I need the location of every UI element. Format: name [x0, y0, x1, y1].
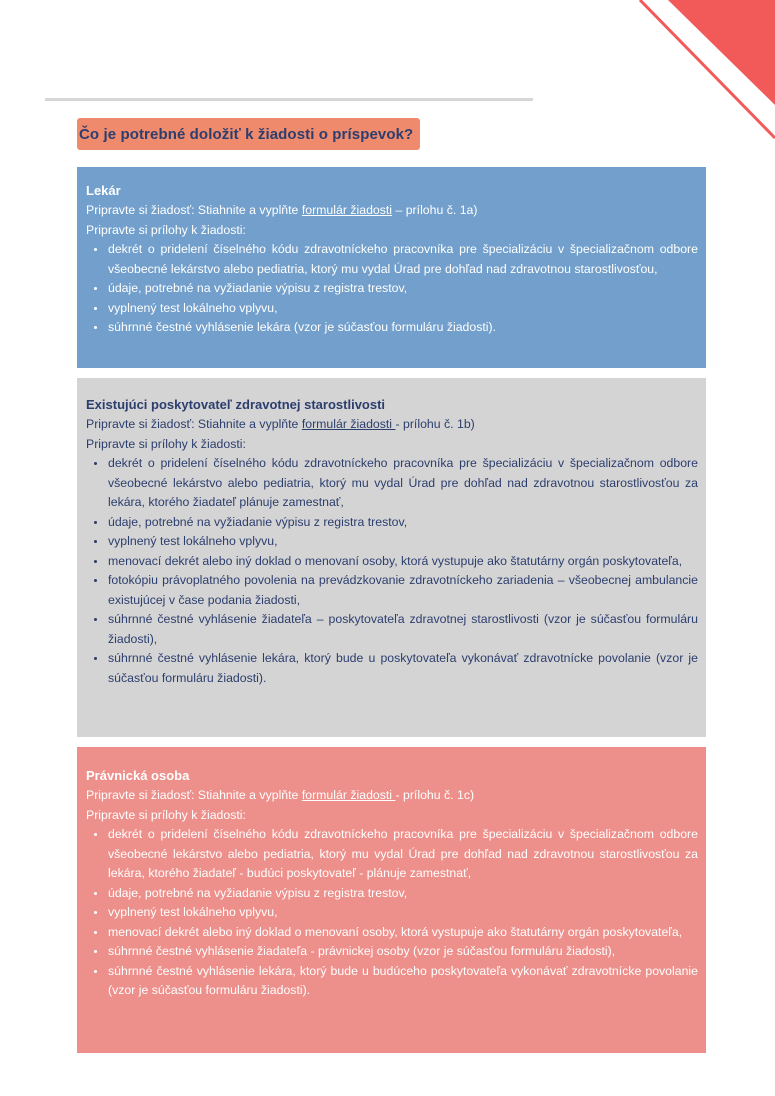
attachments-line: Pripravte si prílohy k žiadosti:	[86, 436, 246, 451]
list-item: • údaje, potrebné na vyžiadanie výpisu z registra trestov,	[107, 884, 698, 904]
section-lekar	[77, 167, 706, 368]
attachments-list	[86, 825, 698, 1001]
request-text: Pripravte si žiadosť: Stiahnite a vyplňte	[86, 203, 302, 217]
list-item: • vyplnený test lokálneho vplyvu,	[107, 299, 698, 319]
list-item: • vyplnený test lokálneho vplyvu,	[107, 532, 698, 552]
list-item: • dekrét o pridelení číselného kódu zdravotníckeho pracovníka pre špecializáciu v špecializačnom odbore všeobecné lekárstvo alebo pediatria, ktorý mu vydal Úrad pre dohľad nad zdravotnou starostlivosťou za lekára, ktorého žiadateľ - budúci poskytovateľ - plánuje zamestnať,	[107, 825, 698, 884]
page-heading: Čo je potrebné doložiť k žiadosti o príspevok?	[79, 125, 414, 143]
request-text: Pripravte si žiadosť: Stiahnite a vyplňte	[86, 788, 302, 802]
page-heading-box	[77, 118, 420, 150]
top-divider	[45, 98, 533, 101]
list-item: • dekrét o pridelení číselného kódu zdravotníckeho pracovníka pre špecializáciu v špecializačnom odbore všeobecné lekárstvo alebo pediatria, ktorý mu vydal Úrad pre dohľad nad zdravotnou starostlivosťou za lekára, ktorého žiadateľ plánuje zamestnať,	[107, 454, 698, 513]
request-line	[86, 786, 698, 806]
corner-red-triangle	[668, 0, 775, 105]
attachments-line: Pripravte si prílohy k žiadosti:	[86, 222, 246, 237]
attachments-line: Pripravte si prílohy k žiadosti:	[86, 807, 246, 822]
annex-text: – prílohu č. 1a)	[392, 203, 478, 217]
section-existing-provider	[77, 378, 706, 737]
list-item: • údaje, potrebné na vyžiadanie výpisu z registra trestov,	[107, 279, 698, 299]
form-link[interactable]: formulár žiadosti	[301, 203, 393, 217]
list-item: • dekrét o pridelení číselného kódu zdravotníckeho pracovníka pre špecializáciu v špecializačnom odbore všeobecné lekárstvo alebo pediatria, ktorý mu vydal Úrad pre dohľad nad zdravotnou starostlivosťou,	[107, 240, 698, 279]
form-link[interactable]: formulár žiadosti	[301, 417, 396, 431]
list-item: • súhrnné čestné vyhlásenie žiadateľa - právnickej osoby (vzor je súčasťou formuláru žiadosti),	[107, 942, 698, 962]
list-item: • súhrnné čestné vyhlásenie lekára, ktorý bude u poskytovateľa vykonávať zdravotnícke povolanie (vzor je súčasťou formuláru žiadosti).	[107, 649, 698, 688]
section-legal-entity	[77, 747, 706, 1053]
request-text: Pripravte si žiadosť: Stiahnite a vyplňte	[86, 417, 302, 431]
list-item: • súhrnné čestné vyhlásenie lekára, ktorý bude u budúceho poskytovateľa vykonávať zdravotnícke povolanie (vzor je súčasťou formuláru žiadosti).	[107, 962, 698, 1001]
attachments-list	[86, 240, 698, 338]
list-item: • menovací dekrét alebo iný doklad o menovaní osoby, ktorá vystupuje ako štatutárny orgán poskytovateľa,	[107, 552, 698, 572]
list-item: • menovací dekrét alebo iný doklad o menovaní osoby, ktorá vystupuje ako štatutárny orgán poskytovateľa,	[107, 923, 698, 943]
section-title: Právnická osoba	[86, 768, 190, 783]
annex-text: - prílohu č. 1b)	[395, 417, 475, 431]
request-line	[86, 415, 698, 435]
section-title: Lekár	[86, 183, 121, 198]
request-line	[86, 201, 698, 221]
annex-text: - prílohu č. 1c)	[395, 788, 475, 802]
section-title: Existujúci poskytovateľ zdravotnej starostlivosti	[86, 397, 386, 412]
form-link[interactable]: formulár žiadosti	[301, 788, 396, 802]
attachments-list	[86, 454, 698, 688]
list-item: • vyplnený test lokálneho vplyvu,	[107, 903, 698, 923]
list-item: • súhrnné čestné vyhlásenie lekára (vzor je súčasťou formuláru žiadosti).	[107, 318, 698, 338]
list-item: • fotokópiu právoplatného povolenia na prevádzkovanie zdravotníckeho zariadenia – všeobecnej ambulancie existujúcej v čase podania žiadosti,	[107, 571, 698, 610]
list-item: • súhrnné čestné vyhlásenie žiadateľa – poskytovateľa zdravotnej starostlivosti (vzor je súčasťou formuláru žiadosti),	[107, 610, 698, 649]
corner-red-stripe	[640, 0, 775, 138]
list-item: • údaje, potrebné na vyžiadanie výpisu z registra trestov,	[107, 513, 698, 533]
